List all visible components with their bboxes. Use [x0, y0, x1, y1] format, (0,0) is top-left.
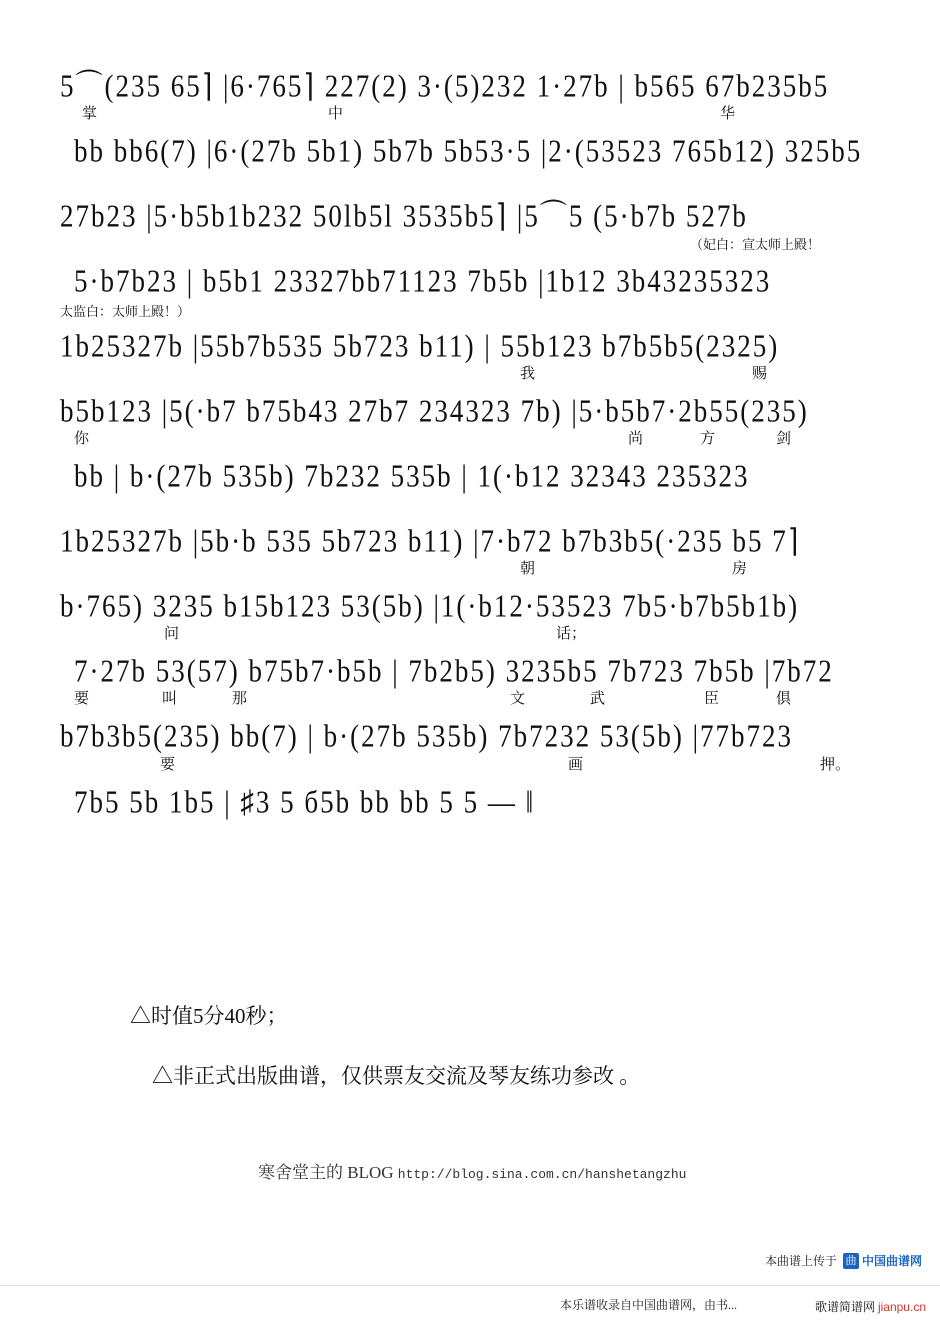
blog-label: 寒舍堂主的 BLOG [258, 1163, 394, 1182]
qupu-logo[interactable] [843, 1252, 922, 1269]
lyric-row [60, 167, 890, 187]
lyric-syllable: 押。 [820, 756, 851, 773]
score-line [60, 328, 890, 382]
lyric-syllable: 叫 [162, 691, 178, 708]
lyric-syllable: 画 [568, 756, 584, 773]
lyric-row [60, 753, 890, 773]
notation-row: bb | b·(27b 535b) 7b232 535b | 1(·b12 32343 235323 [74, 458, 750, 494]
site-watermark[interactable] [815, 1298, 926, 1315]
lyric-syllable: 那 [232, 691, 248, 708]
lyric-row [60, 557, 890, 577]
lyric-syllable: 要 [74, 691, 90, 708]
lyric-syllable: 方 [700, 431, 716, 448]
site-watermark-en: jianpu.cn [877, 1300, 926, 1314]
notation-row: bb bb6(7) |6·(27b 5b1) 5b7b 5b53·5 |2·(53523 765b12) 325b5 [74, 133, 863, 169]
score-line [60, 784, 890, 838]
lyric-row [60, 687, 890, 707]
qupu-logo-text: 中国曲谱网 [861, 1254, 922, 1268]
lyric-syllable: 尚 [628, 431, 644, 448]
score-line [60, 198, 890, 252]
score-line [60, 393, 890, 447]
site-watermark-cn: 歌谱简谱网 [814, 1300, 875, 1314]
blog-credit [258, 1158, 686, 1183]
upload-credit [765, 1252, 922, 1269]
lyric-row [60, 102, 890, 122]
lyric-row [60, 232, 890, 252]
notation-row: 7b5 5b 1b5 | ♯3 5 б5b bb bb 5 5 — ‖ [74, 783, 536, 819]
score-line [60, 68, 890, 122]
footer-note-duration: △时值5分40秒； [130, 1004, 288, 1028]
score-line [60, 133, 890, 187]
notation-row: b·765) 3235 b15b123 53(5b) |1(·b12·53523 7b5·b7b5b1b) [60, 588, 800, 624]
notation-row: 5·b7b23 | b5b1 23327bb71123 7b5b |1b12 3b43235323 [74, 263, 772, 299]
lyric-row [60, 492, 890, 512]
lyric-syllable: 朝 [520, 561, 536, 578]
score-line [60, 718, 890, 772]
footer-notes [130, 1000, 870, 1120]
notation-row: 5⌒(235 65⌉ |6·765⌉ 227(2) 3·(5)232 1·27b | b565 67b235b5 [60, 68, 830, 104]
lyric-syllable: 你 [74, 431, 90, 448]
lyric-syllable: 剑 [776, 431, 792, 448]
notation-row: 7·27b 53(57) b75b7·b5b | 7b2b5) 3235b5 7b723 7b5b |7b72 [74, 653, 834, 689]
score-line [60, 458, 890, 512]
lyric-row [60, 297, 890, 320]
score-line [60, 588, 890, 642]
notation-row: b7b3b5(235) bb(7) | b·(27b 535b) 7b7232 53(5b) |77b723 [60, 718, 793, 754]
lyric-syllable: 房 [732, 561, 748, 578]
lyric-syllable: 话； [556, 626, 587, 643]
lyric-row [60, 818, 890, 838]
footer-note-disclaimer: △非正式出版曲谱，仅供票友交流及琴友练功参改 。 [152, 1064, 641, 1088]
notation-row: b5b123 |5(·b7 b75b43 27b7 234323 7b) |5·b5b7·2b55(235) [60, 393, 809, 429]
lyric-row [60, 427, 890, 447]
notation-row: 27b23 |5·b5b1b232 50lb5l 3535b5⌉ |5⌒5 (5·b7b 527b [60, 198, 748, 234]
spoken-dialogue: 太监白：太师上殿！） [60, 304, 191, 320]
music-score [60, 68, 890, 849]
lyric-syllable: 赐 [752, 366, 768, 383]
bottom-watermark-bar [0, 1285, 940, 1326]
score-line [60, 263, 890, 320]
lyric-syllable: 武 [590, 691, 606, 708]
lyric-syllable: 中 [328, 106, 344, 123]
lyric-syllable: 俱 [776, 691, 792, 708]
watermark-source-text: 本乐谱收录自中国曲谱网，由书... [560, 1298, 738, 1312]
notation-row: 1b25327b |5b·b 535 5b723 b11) |7·b72 b7b3b5(·235 b5 7⌉ [60, 523, 801, 559]
lyric-syllable: 华 [720, 106, 736, 123]
lyric-syllable: 要 [160, 756, 176, 773]
lyric-row [60, 362, 890, 382]
lyric-row [60, 622, 890, 642]
upload-text: 本曲谱上传于 [764, 1254, 837, 1268]
lyric-syllable: 臣 [704, 691, 720, 708]
lyric-syllable: 掌 [82, 106, 98, 123]
lyric-syllable: 文 [510, 691, 526, 708]
score-line [60, 653, 890, 707]
lyric-syllable: 我 [520, 366, 536, 383]
lyric-syllable: 问 [164, 626, 180, 643]
notation-row: 1b25327b |55b7b535 5b723 b11) | 55b123 b7b5b5(2325) [60, 328, 780, 364]
score-line [60, 523, 890, 577]
qupu-logo-mark: 曲 [843, 1253, 859, 1269]
blog-url[interactable]: http://blog.sina.com.cn/hanshetangzhu [397, 1167, 687, 1182]
spoken-dialogue: （妃白：宣太师上殿！ [690, 237, 821, 253]
